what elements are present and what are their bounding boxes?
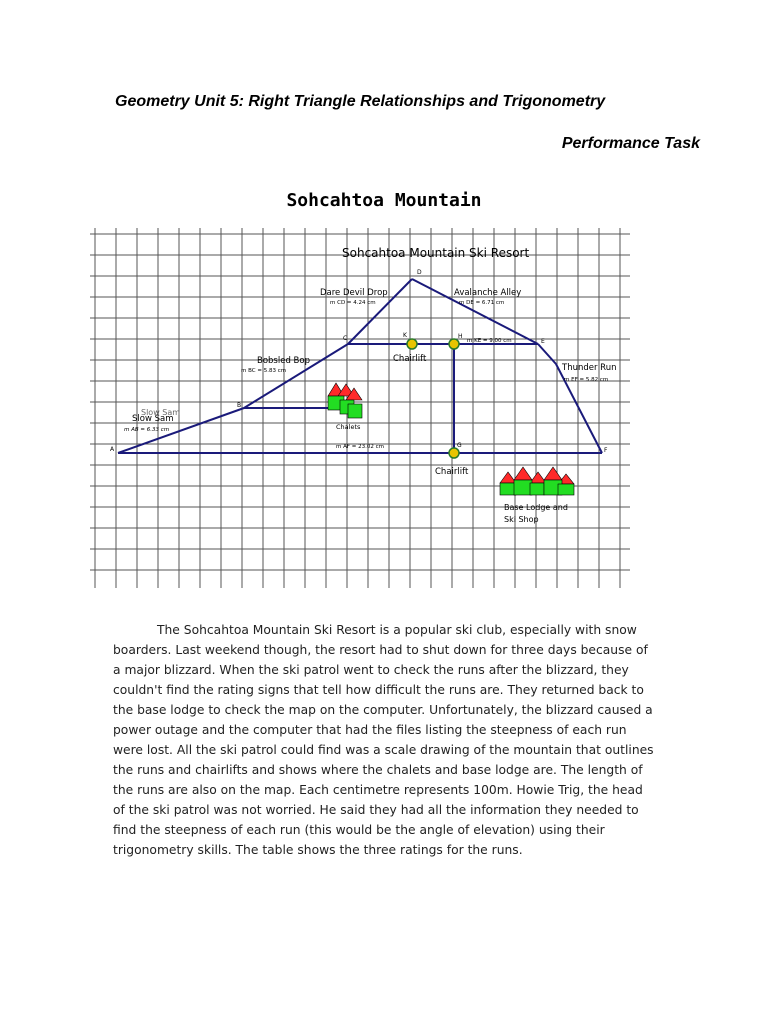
chairlift-marker-g — [449, 448, 459, 458]
point-label-c: C — [343, 335, 348, 342]
slow-sam-label: Slow Sam — [132, 414, 174, 424]
bobsled-bop-label: Bobsled Bop — [257, 356, 310, 366]
chairlift-marker-h — [449, 339, 459, 349]
dare-devil-drop-label: Dare Devil Drop — [320, 288, 388, 298]
chairlift-label-lower: Chairlift — [435, 467, 469, 477]
point-label-b: B — [237, 402, 242, 409]
task-subtitle: Performance Task — [561, 135, 700, 152]
thunder-run-measure: m EF = 5.82 cm — [564, 377, 609, 383]
chalets-label: Chalets — [336, 423, 361, 431]
chalets-icon — [328, 383, 362, 418]
point-label-f: F — [604, 447, 608, 454]
af-measure: m AF = 23.02 cm — [336, 444, 385, 450]
dare-devil-drop-measure: m CD = 4.24 cm — [330, 300, 376, 306]
slow-sam-overlay: Slow Sam — [141, 408, 181, 417]
point-label-h: H — [458, 333, 463, 340]
slow-sam-measure: m AB = 6.33 cm — [124, 427, 170, 433]
point-label-k: K — [403, 332, 407, 339]
unit-title: Geometry Unit 5: Right Triangle Relationships and Trigonometry — [115, 93, 606, 110]
avalanche-alley-measure: m DE = 6.71 cm — [459, 300, 505, 306]
point-label-g: G — [457, 442, 462, 449]
avalanche-alley-label: Avalanche Alley — [454, 288, 522, 298]
base-lodge-label-line1: Base Lodge and — [504, 503, 568, 512]
chairlift-marker-k — [407, 339, 417, 349]
point-label-e: E — [541, 338, 545, 345]
point-label-d: D — [417, 269, 422, 276]
segment-e-step — [538, 344, 556, 364]
document-title: Sohcahtoa Mountain — [286, 190, 482, 211]
base-lodge-label-line2: Ski Shop — [504, 515, 539, 524]
point-label-a: A — [110, 446, 115, 453]
narrative-paragraph — [113, 620, 658, 860]
base-lodge-icon — [500, 467, 574, 495]
chairlift-label-upper: Chairlift — [393, 354, 427, 364]
resort-map — [90, 228, 630, 588]
narrative-text: The Sohcahtoa Mountain Ski Resort is a popular ski club, especially with snow boarders. Last weekend though, the resort had to shut down for three days because of a major blizzard. When the ski patrol went to check the runs after the blizzard, they couldn't find the rating signs that tell how difficult the runs are. They returned back to the base lodge to check the map on the computer. Unfortunately, the blizzard caused a power outage and the computer that had the files listing the steepness of each run were lost. All the ski patrol could find was a scale drawing of the mountain that outlines the runs and chairlifts and shows where the chalets and base lodge are. The length of the runs are also on the map. Each centimetre represents 100m. Howie Trig, the head of the ski patrol was not worried. He said they had all the information they needed to find the steepness of each run (this would be the angle of elevation) using their trigonometry skills. The table shows the three ratings for the runs. — [113, 623, 654, 857]
bobsled-bop-measure: m BC = 5.83 cm — [241, 368, 287, 374]
ke-measure: m KE = 9.00 cm — [467, 338, 512, 344]
thunder-run-label: Thunder Run — [562, 363, 617, 373]
map-title: Sohcahtoa Mountain Ski Resort — [342, 246, 530, 260]
